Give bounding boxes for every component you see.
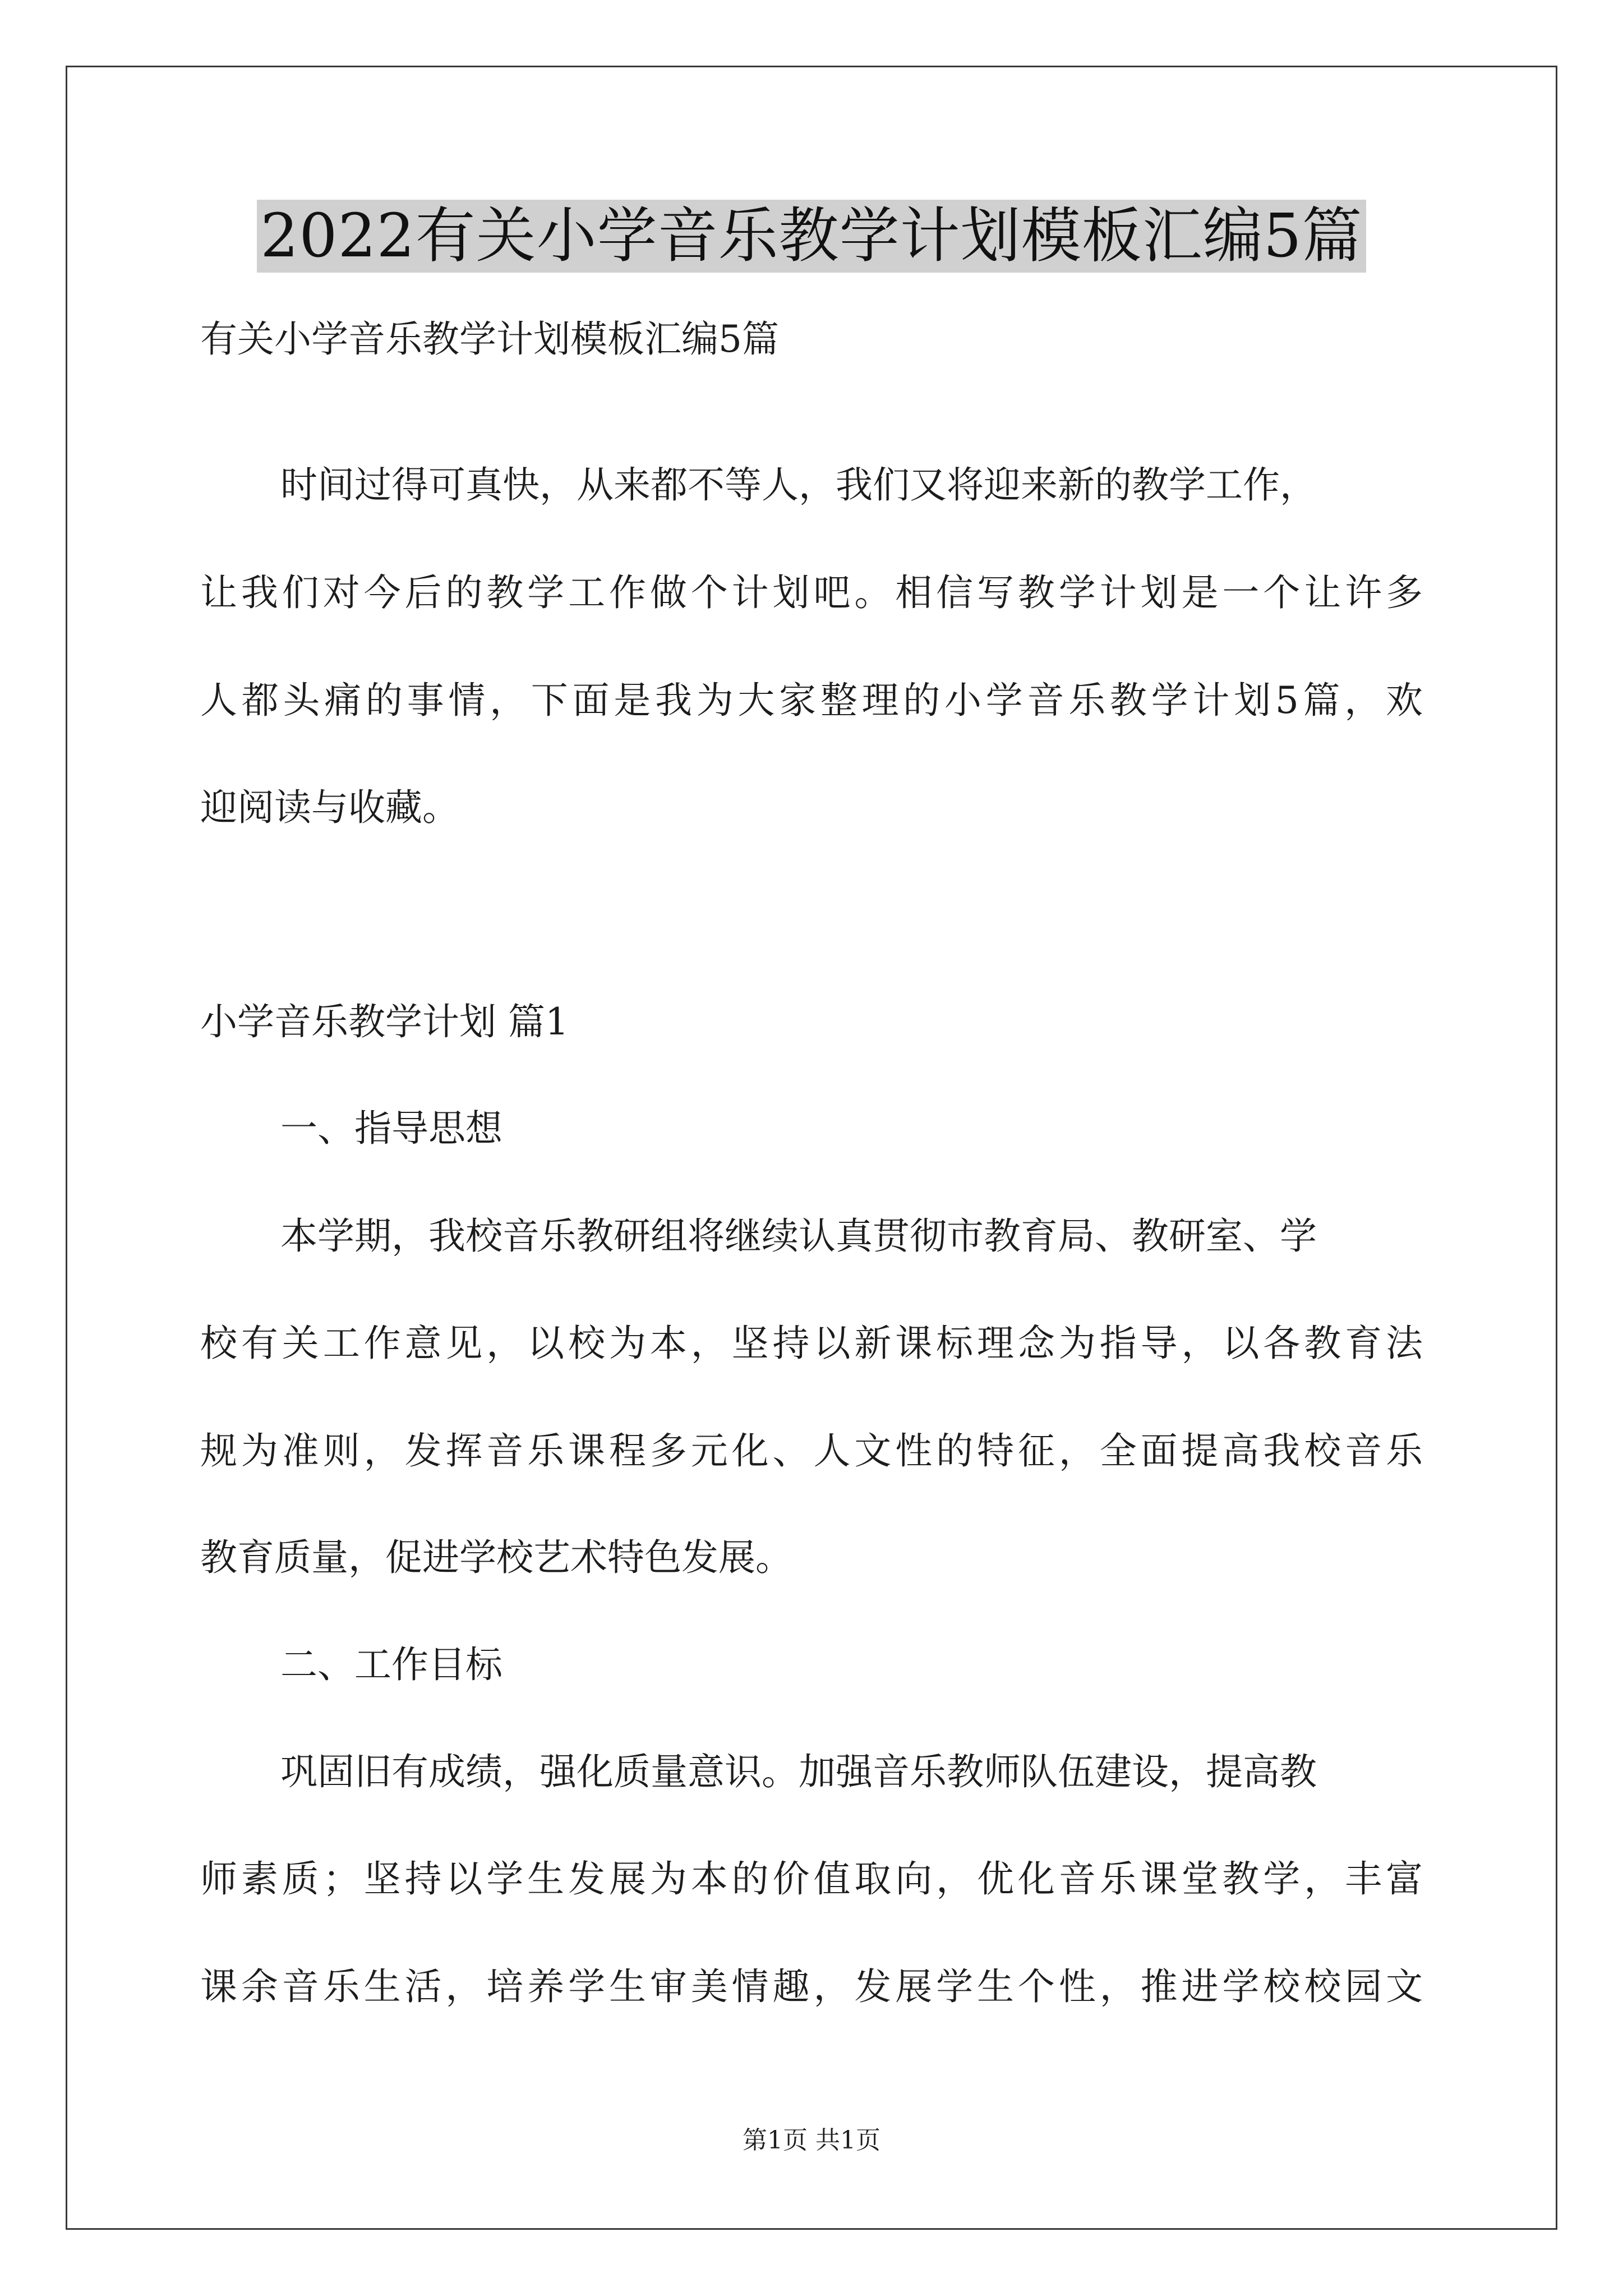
part2-paragraph-line: 巩固旧有成绩，强化质量意识。加强音乐教师队伍建设，提高教 [280, 1750, 1317, 1793]
intro-paragraph-line: 人都头痛的事情，下面是我为大家整理的小学音乐教学计划5篇，欢 [200, 679, 1423, 722]
document-subtitle: 有关小学音乐教学计划模板汇编5篇 [200, 318, 779, 361]
part1-heading: 一、指导思想 [280, 1107, 502, 1150]
part1-paragraph-line: 教育质量，促进学校艺术特色发展。 [200, 1536, 792, 1579]
part2-heading: 二、工作目标 [280, 1643, 502, 1686]
intro-paragraph-line: 让我们对今后的教学工作做个计划吧。相信写教学计划是一个让许多 [200, 571, 1423, 614]
part1-paragraph-line: 校有关工作意见，以校为本，坚持以新课标理念为指导，以各教育法 [200, 1322, 1423, 1365]
part2-paragraph-line: 课余音乐生活，培养学生审美情趣，发展学生个性，推进学校校园文 [200, 1965, 1423, 2008]
section-heading: 小学音乐教学计划 篇1 [200, 1000, 569, 1043]
part2-paragraph-line: 师素质；坚持以学生发展为本的价值取向，优化音乐课堂教学，丰富 [200, 1857, 1423, 1901]
part1-paragraph-line: 规为准则，发挥音乐课程多元化、人文性的特征，全面提高我校音乐 [200, 1429, 1423, 1473]
document-title-text: 2022有关小学音乐教学计划模板汇编5篇 [257, 200, 1366, 273]
page-footer: 第1页 共1页 [743, 2126, 880, 2155]
intro-paragraph-line: 时间过得可真快，从来都不等人，我们又将迎来新的教学工作， [280, 463, 1317, 507]
intro-paragraph-line: 迎阅读与收藏。 [200, 786, 459, 829]
document-title [0, 200, 1623, 273]
part1-paragraph-line: 本学期，我校音乐教研组将继续认真贯彻市教育局、教研室、学 [280, 1214, 1317, 1258]
